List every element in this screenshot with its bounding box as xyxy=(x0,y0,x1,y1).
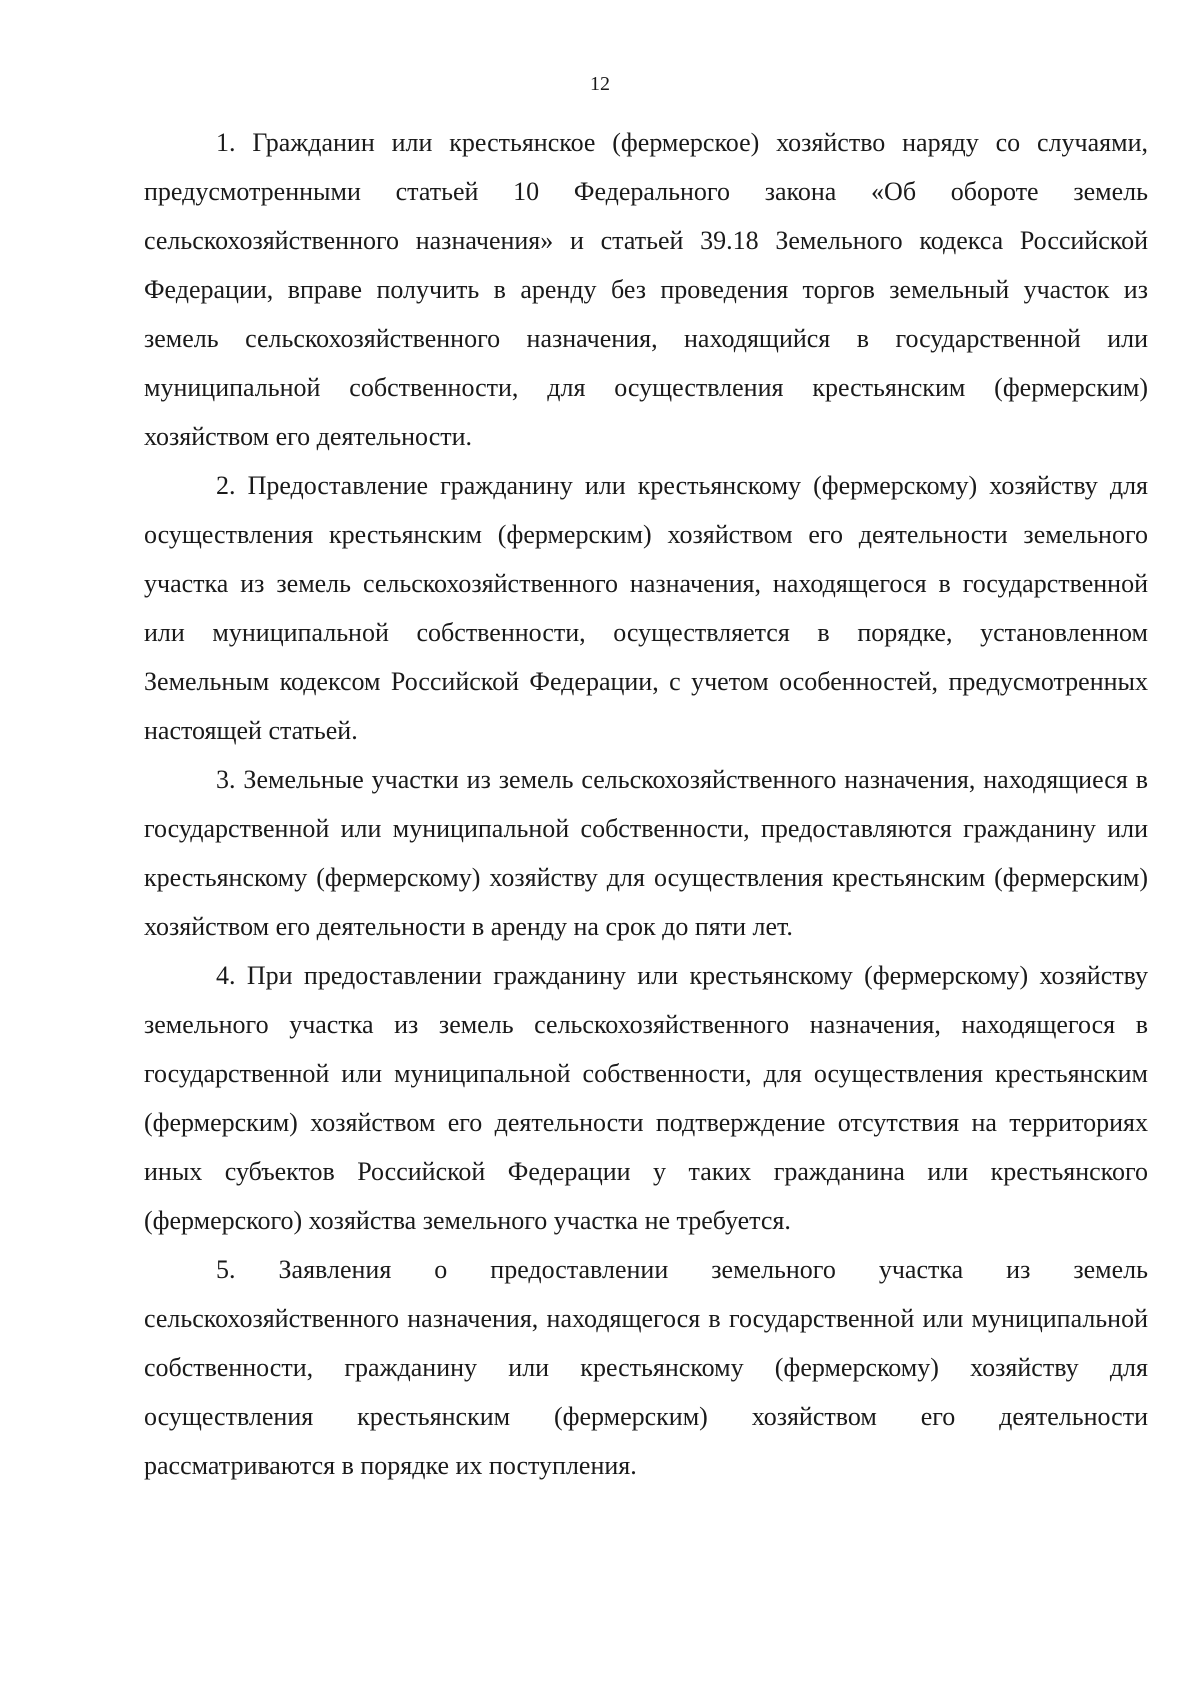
page-number: 12 xyxy=(590,73,610,95)
document-body xyxy=(144,118,1148,1490)
paragraph-1: 1. Гражданин или крестьянское (фермерское) хозяйство наряду со случаями, предусмотренными статьей 10 Федерального закона «Об обороте земель сельскохозяйственного назначения» и статьей 39.18 Земельного кодекса Российской Федерации, вправе получить в аренду без проведения торгов земельный участок из земель сельскохозяйственного назначения, находящийся в государственной или муниципальной собственности, для осуществления крестьянским (фермерским) хозяйством его деятельности. xyxy=(144,128,1148,451)
paragraph-3: 3. Земельные участки из земель сельскохозяйственного назначения, находящиеся в государственной или муниципальной собственности, предоставляются гражданину или крестьянскому (фермерскому) хозяйству для осуществления крестьянским (фермерским) хозяйством его деятельности в аренду на срок до пяти лет. xyxy=(144,765,1148,941)
paragraph-4: 4. При предоставлении гражданину или крестьянскому (фермерскому) хозяйству земельного участка из земель сельскохозяйственного назначения, находящегося в государственной или муниципальной собственности, для осуществления крестьянским (фермерским) хозяйством его деятельности подтверждение отсутствия на территориях иных субъектов Российской Федерации у таких гражданина или крестьянского (фермерского) хозяйства земельного участка не требуется. xyxy=(144,961,1148,1235)
paragraph-2: 2. Предоставление гражданину или крестьянскому (фермерскому) хозяйству для осуществления крестьянским (фермерским) хозяйством его деятельности земельного участка из земель сельскохозяйственного назначения, находящегося в государственной или муниципальной собственности, осуществляется в порядке, установленном Земельным кодексом Российской Федерации, с учетом особенностей, предусмотренных настоящей статьей. xyxy=(144,471,1148,745)
paragraph-5: 5. Заявления о предоставлении земельного участка из земель сельскохозяйственного назначения, находящегося в государственной или муниципальной собственности, гражданину или крестьянскому (фермерскому) хозяйству для осуществления крестьянским (фермерским) хозяйством его деятельности рассматриваются в порядке их поступления. xyxy=(144,1255,1148,1480)
